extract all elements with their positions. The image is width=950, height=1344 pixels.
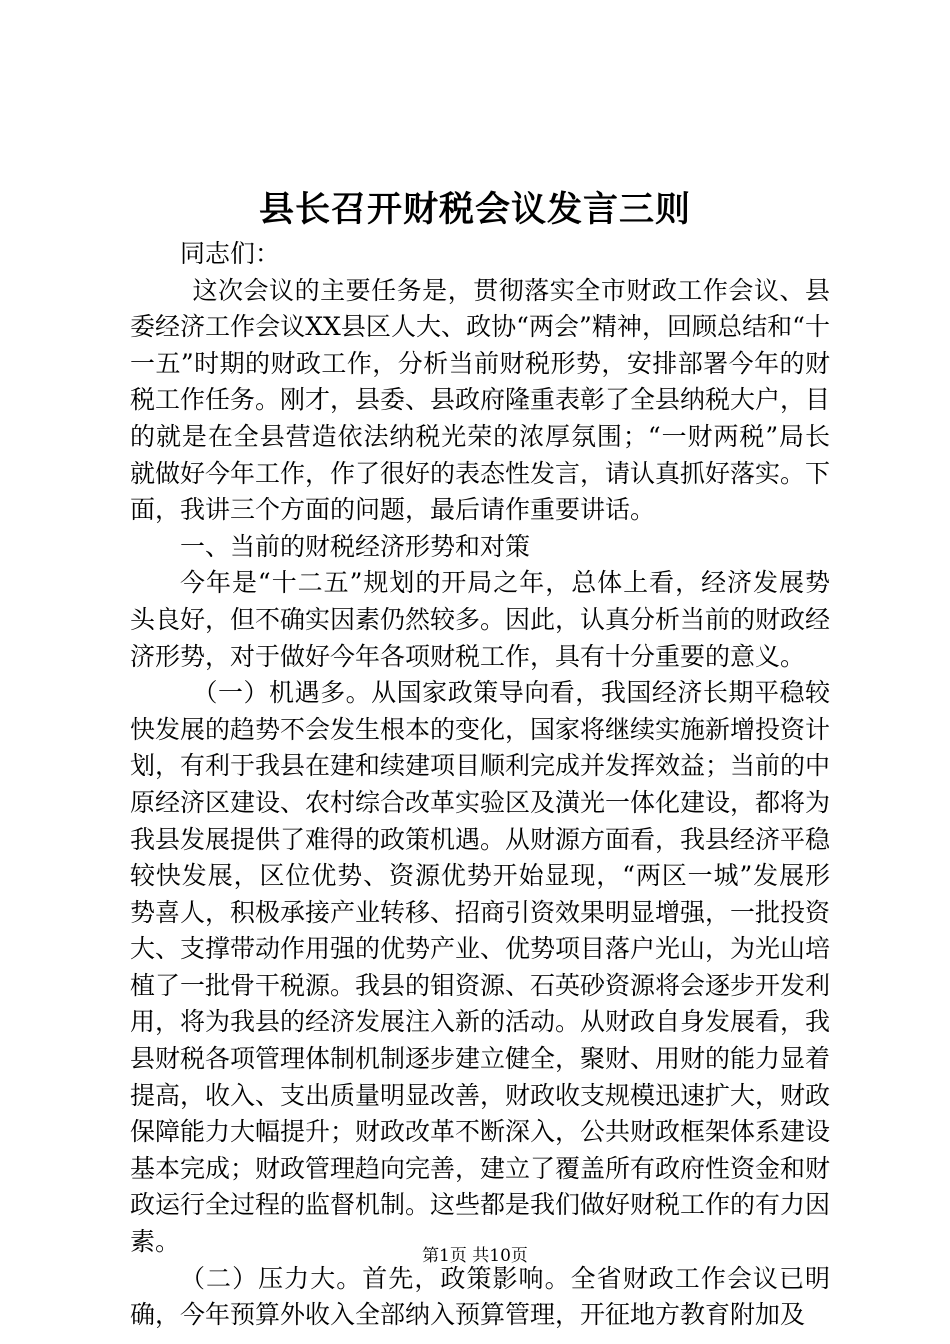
document-title: 县长召开财税会议发言三则: [258, 189, 691, 230]
document-body: [130, 236, 830, 1334]
body-paragraph: 今年是“十二五”规划的开局之年，总体上看，经济发展势头良好，但不确实因素仍然较多。因此，认真分析当前的财政经济形势，对于做好今年各项财税工作，具有十分重要的意义。: [130, 568, 831, 671]
body-paragraph: （二）压力大。首先，政策影响。全省财政工作会议已明确，今年预算外收入全部纳入预算管理，开征地方教育附加及: [130, 1263, 830, 1330]
page-number-footer: 第1页 共10页: [422, 1246, 528, 1266]
salutation-paragraph: 同志们：: [180, 239, 281, 268]
section-heading: 一、当前的财税经济形势和对策: [180, 531, 531, 561]
intro-paragraph: 这次会议的主要任务是，贯彻落实全市财政工作会议、县委经济工作会议XX县区人大、政协“两会”精神，回顾总结和“十一五”时期的财政工作，分析当前财税形势，安排部署今年的财税工作任务。刚才，县委、县政府隆重表彰了全县纳税大户，目的就是在全县营造依法纳税光荣的浓厚氛围；“一财两税”局长就做好今年工作，作了很好的表态性发言，请认真抓好落实。下面，我讲三个方面的问题，最后请作重要讲话。: [130, 275, 831, 525]
body-paragraph: （一）机遇多。从国家政策导向看，我国经济长期平稳较快发展的趋势不会发生根本的变化，国家将继续实施新增投资计划，有利于我县在建和续建项目顺利完成并发挥效益；当前的中原经济区建设、农村综合改革实验区及潢光一体化建设，都将为我县发展提供了难得的政策机遇。从财源方面看，我县经济平稳较快发展，区位优势、资源优势开始显现，“两区一城”发展形势喜人，积极承接产业转移、招商引资效果明显增强，一批投资大、支撑带动作用强的优势产业、优势项目落户光山，为光山培植了一批骨干税源。我县的钼资源、石英砂资源将会逐步开发利用，将为我县的经济发展注入新的活动。从财政自身发展看，我县财税各项管理体制机制逐步建立健全，聚财、用财的能力显着提高，收入、支出质量明显改善，财政收支规模迅速扩大，财政保障能力大幅提升；财政改革不断深入，公共财政框架体系建设基本完成；财政管理趋向完善，建立了覆盖所有政府性资金和财政运行全过程的监督机制。这些都是我们做好财税工作的有力因素。: [130, 678, 831, 1257]
